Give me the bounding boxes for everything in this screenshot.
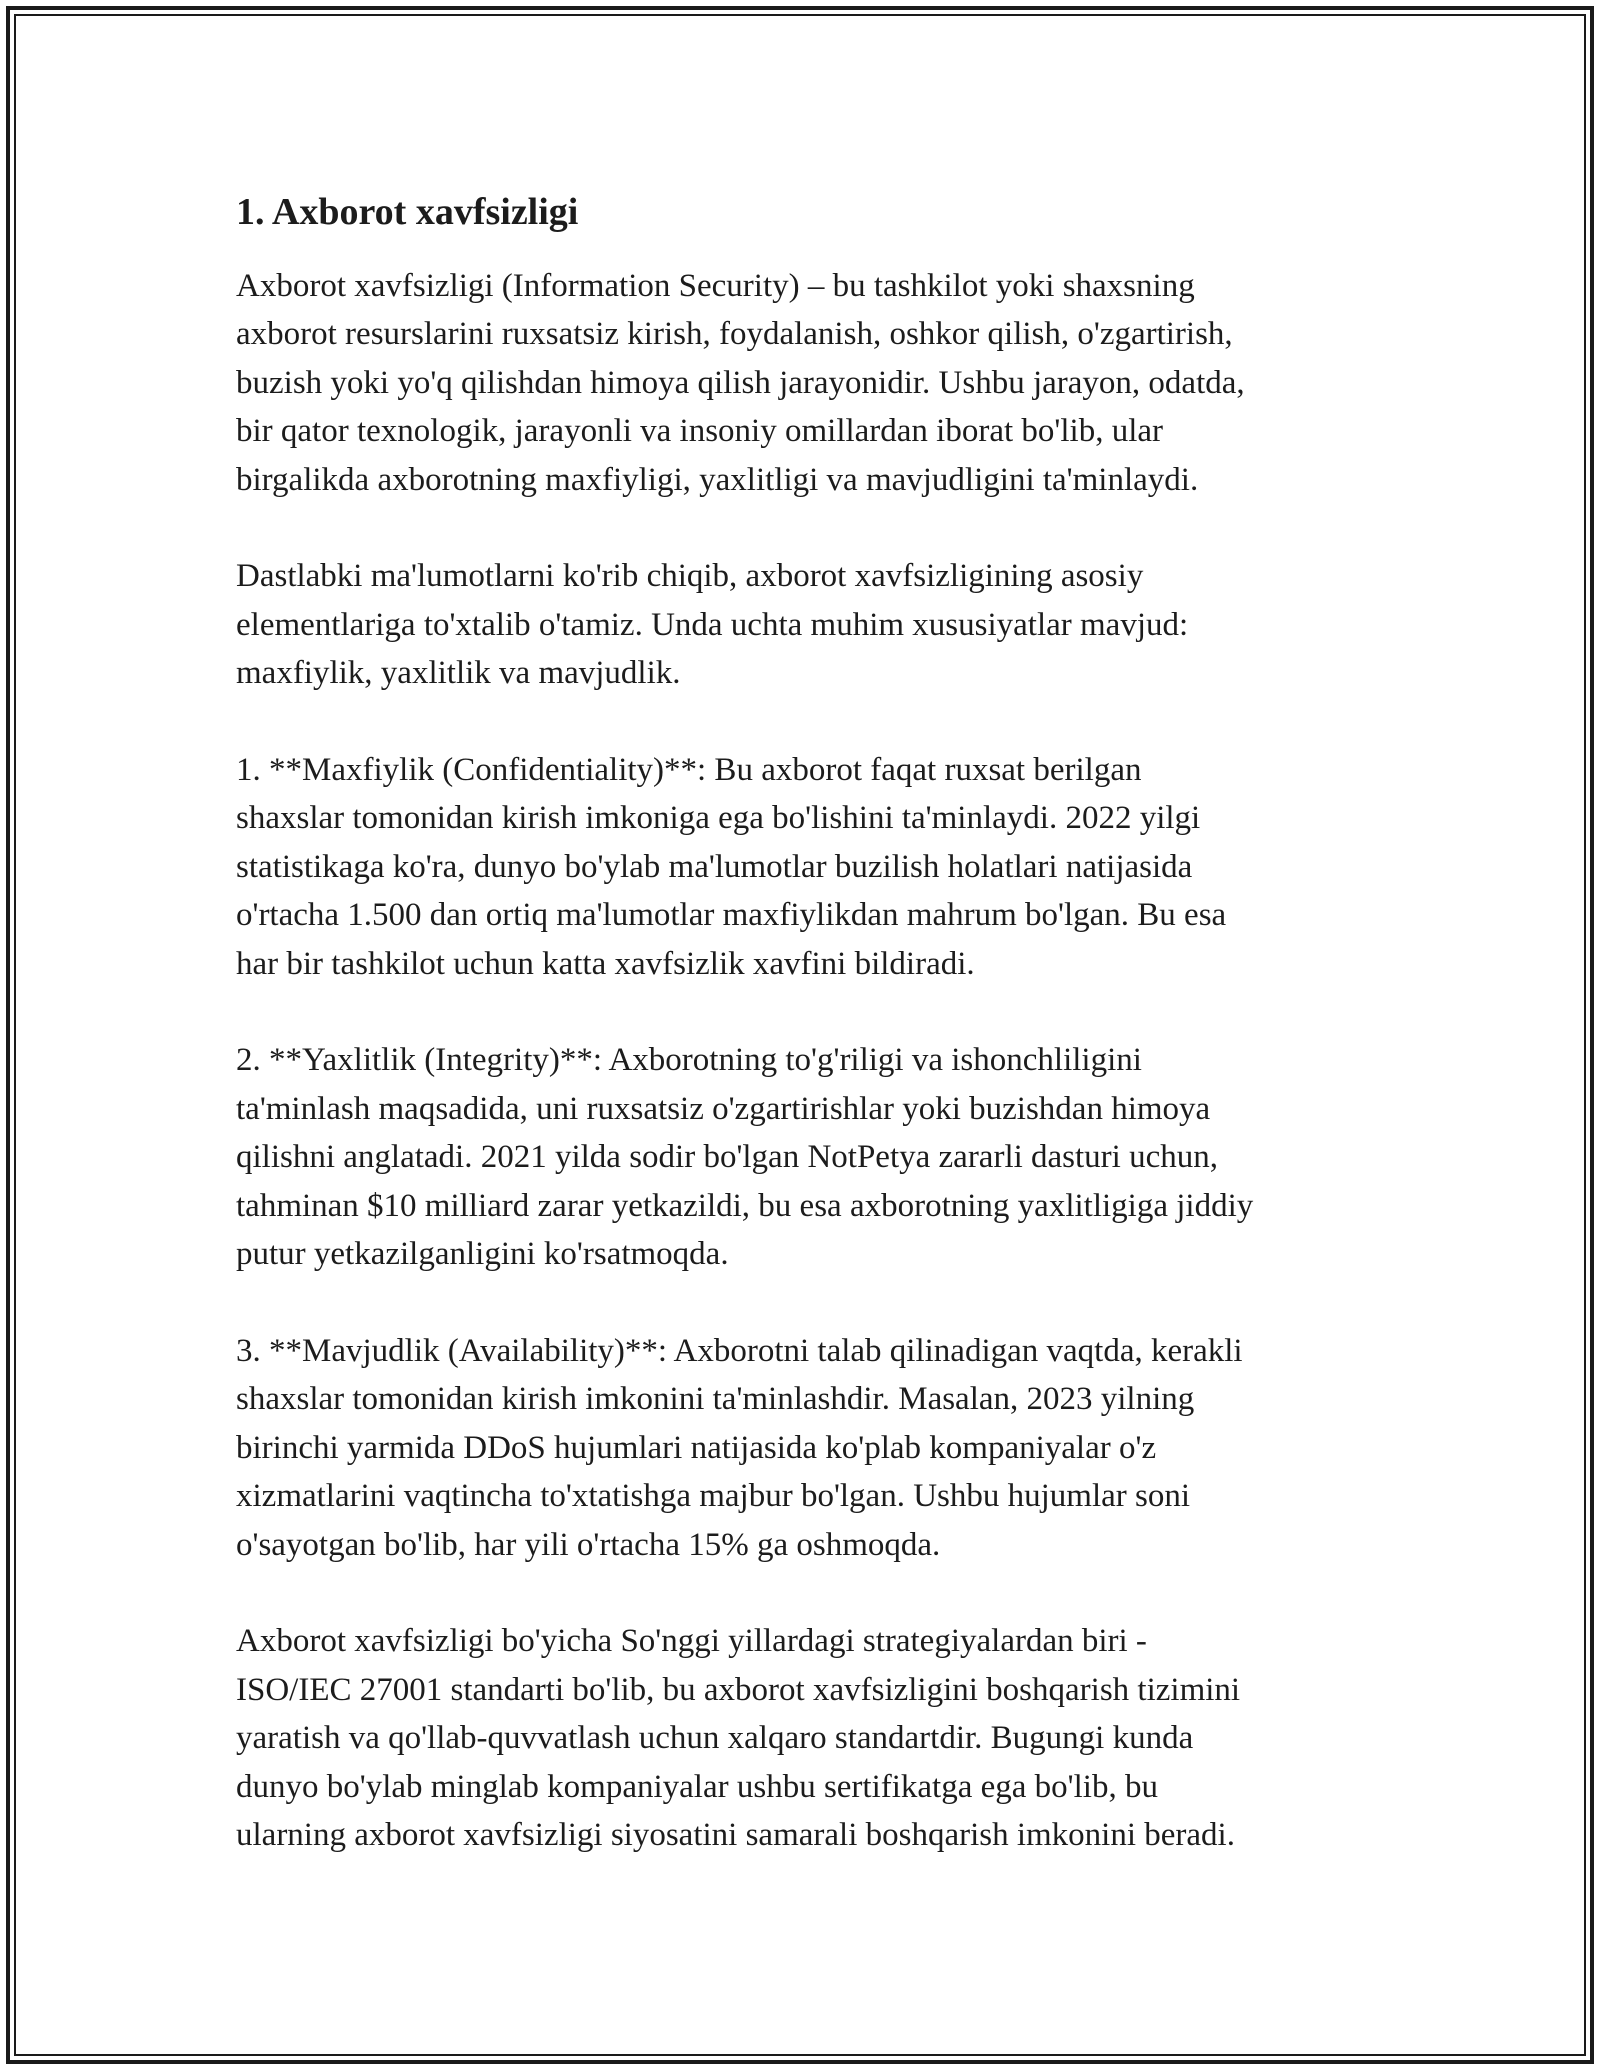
text-line: o'sayotgan bo'lib, har yili o'rtacha 15% ga oshmoqda. (236, 1526, 941, 1563)
paragraph-elements (236, 552, 1384, 697)
text-line: har bir tashkilot uchun katta xavfsizlik xavfini bildiradi. (236, 945, 975, 982)
paragraph-availability (236, 1327, 1384, 1569)
text-line: xizmatlarini vaqtincha to'xtatishga majbur bo'lgan. Ushbu hujumlar soni (236, 1478, 1191, 1515)
document-title: 1. Axborot xavfsizligi (236, 191, 579, 233)
text-line: birgalikda axborotning maxfiyligi, yaxlitligi va mavjudligini ta'minlaydi. (236, 461, 1199, 498)
text-line: buzish yoki yo'q qilishdan himoya qilish jarayonidir. Ushbu jarayon, odatda, (236, 364, 1245, 401)
document-body (236, 186, 1384, 1908)
text-line: elementlariga to'xtalib o'tamiz. Unda uchta muhim xususiyatlar mavjud: (236, 606, 1189, 643)
text-line: Axborot xavfsizligi (Information Security) – bu tashkilot yoki shaxsning (236, 268, 1195, 304)
text-line: bir qator texnologik, jarayonli va insoniy omillardan iborat bo'lib, ular (236, 413, 1163, 450)
paragraph-iso-standard (236, 1617, 1384, 1859)
text-line: ularning axborot xavfsizligi siyosatini samarali boshqarish imkonini beradi. (236, 1816, 1235, 1853)
text-line: ISO/IEC 27001 standarti bo'lib, bu axborot xavfsizligini boshqarish tizimini (236, 1671, 1241, 1708)
text-line: yaratish va qo'llab-quvvatlash uchun xalqaro standartdir. Bugungi kunda (236, 1720, 1194, 1757)
text-line: dunyo bo'ylab minglab kompaniyalar ushbu sertifikatga ega bo'lib, bu (236, 1768, 1158, 1805)
text-line: putur yetkazilganligini ko'rsatmoqda. (236, 1236, 729, 1273)
text-line: statistikaga ko'ra, dunyo bo'ylab ma'lumotlar buzilish holatlari natijasida (236, 848, 1193, 885)
text-line: qilishni anglatadi. 2021 yilda sodir bo'lgan NotPetya zararli dasturi uchun, (236, 1139, 1218, 1176)
text-line: Axborot xavfsizligi bo'yicha So'nggi yillardagi strategiyalardan biri - (236, 1623, 1147, 1660)
text-line: tahminan $10 milliard zarar yetkazildi, bu esa axborotning yaxlitligiga jiddiy (236, 1187, 1254, 1224)
text-line: shaxslar tomonidan kirish imkonini ta'minlashdir. Masalan, 2023 yilning (236, 1381, 1195, 1418)
text-line: birinchi yarmida DDoS hujumlari natijasida ko'plab kompaniyalar o'z (236, 1429, 1157, 1466)
text-line: 2. **Yaxlitlik (Integrity)**: Axborotning to'g'riligi va ishonchliligini (236, 1042, 1142, 1079)
text-line: 1. **Maxfiylik (Confidentiality)**: Bu axborot faqat ruxsat berilgan (236, 752, 1142, 789)
text-line: ta'minlash maqsadida, uni ruxsatsiz o'zgartirishlar yoki buzishdan himoya (236, 1090, 1211, 1127)
text-line: maxfiylik, yaxlitlik va mavjudlik. (236, 655, 681, 692)
paragraph-intro (236, 262, 1384, 504)
paragraph-confidentiality (236, 746, 1384, 988)
text-line: shaxslar tomonidan kirish imkoniga ega bo'lishini ta'minlaydi. 2022 yilgi (236, 800, 1201, 837)
paragraph-integrity (236, 1036, 1384, 1278)
text-line: Dastlabki ma'lumotlarni ko'rib chiqib, axborot xavfsizligining asosiy (236, 558, 1144, 595)
text-line: axborot resurslarini ruxsatsiz kirish, foydalanish, oshkor qilish, o'zgartirish, (236, 316, 1233, 353)
text-line: 3. **Mavjudlik (Availability)**: Axborotni talab qilinadigan vaqtda, kerakli (236, 1332, 1243, 1369)
text-line: o'rtacha 1.500 dan ortiq ma'lumotlar maxfiylikdan mahrum bo'lgan. Bu esa (236, 897, 1227, 934)
